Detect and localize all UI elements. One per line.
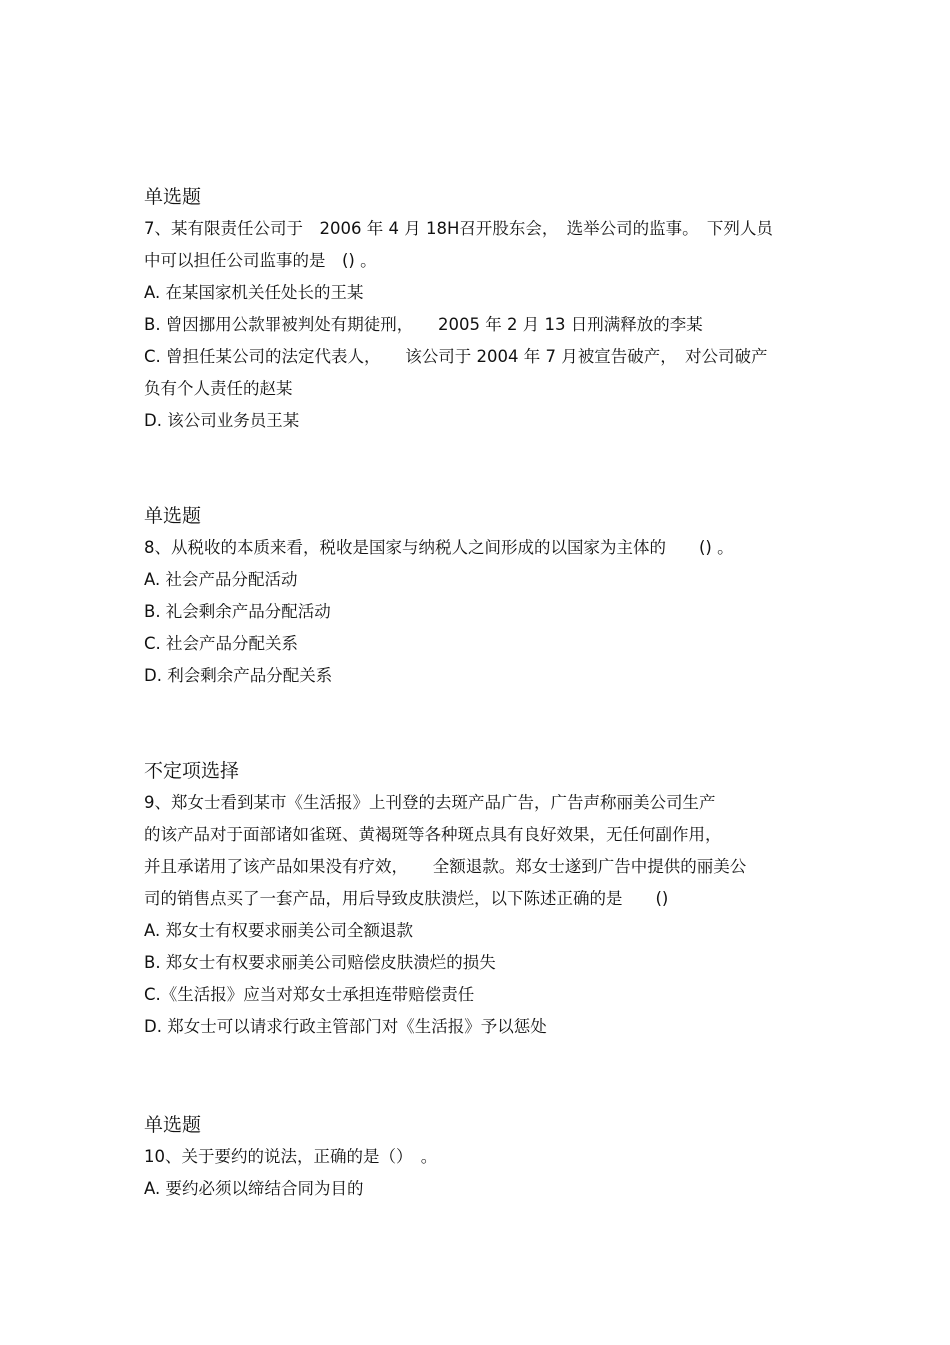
question-type-label: 单选题 xyxy=(144,186,202,208)
option-d: D. 郑女士可以请求行政主管部门对《生活报》予以惩处 xyxy=(144,1017,547,1036)
option-c: C.《生活报》应当对郑女士承担连带赔偿责任 xyxy=(144,985,475,1004)
question-type-label: 单选题 xyxy=(144,1114,202,1136)
option-b: B. 礼会剩余产品分配活动 xyxy=(144,602,331,621)
question-type-label: 单选题 xyxy=(144,505,202,527)
question-stem-line: 的该产品对于面部诸如雀斑、黄褐斑等各种斑点具有良好效果，无任何副作用， xyxy=(144,825,722,844)
question-7 xyxy=(144,184,814,437)
question-stem-line: 并且承诺用了该产品如果没有疗效， 全额退款。郑女士遂到广告中提供的丽美公 xyxy=(144,857,747,876)
option-a: A. 郑女士有权要求丽美公司全额退款 xyxy=(144,921,413,940)
option-c-continued: 负有个人责任的赵某 xyxy=(144,379,293,398)
question-9 xyxy=(144,758,814,1043)
question-stem-line: 中可以担任公司监事的是 () 。 xyxy=(144,251,377,270)
option-a: A. 要约必须以缔结合同为目的 xyxy=(144,1179,364,1198)
option-a: A. 在某国家机关任处长的王某 xyxy=(144,283,364,302)
question-stem-line: 司的销售点买了一套产品，用后导致皮肤溃烂，以下陈述正确的是 () xyxy=(144,889,669,908)
option-d: D. 该公司业务员王某 xyxy=(144,411,300,430)
option-a: A. 社会产品分配活动 xyxy=(144,570,298,589)
option-d: D. 利会剩余产品分配关系 xyxy=(144,666,333,685)
question-stem-line: 8、从税收的本质来看，税收是国家与纳税人之间形成的以国家为主体的 () 。 xyxy=(144,538,734,557)
question-type-label: 不定项选择 xyxy=(144,760,240,782)
question-stem-line: 7、某有限责任公司于 2006 年 4 月 18H召开股东会， 选举公司的监事。 下列人员 xyxy=(144,219,773,238)
question-stem-line: 9、郑女士看到某市《生活报》上刊登的去斑产品广告，广告声称丽美公司生产 xyxy=(144,793,716,812)
option-c: C. 曾担任某公司的法定代表人， 该公司于 2004 年 7 月被宣告破产， 对公司破产 xyxy=(144,347,768,366)
question-8 xyxy=(144,503,814,692)
option-c: C. 社会产品分配关系 xyxy=(144,634,299,653)
question-10 xyxy=(144,1112,814,1205)
option-b: B. 曾因挪用公款罪被判处有期徒刑， 2005 年 2 月 13 日刑满释放的李某 xyxy=(144,315,703,334)
question-stem-line: 10、关于要约的说法，正确的是（） 。 xyxy=(144,1147,438,1166)
option-b: B. 郑女士有权要求丽美公司赔偿皮肤溃烂的损失 xyxy=(144,953,496,972)
